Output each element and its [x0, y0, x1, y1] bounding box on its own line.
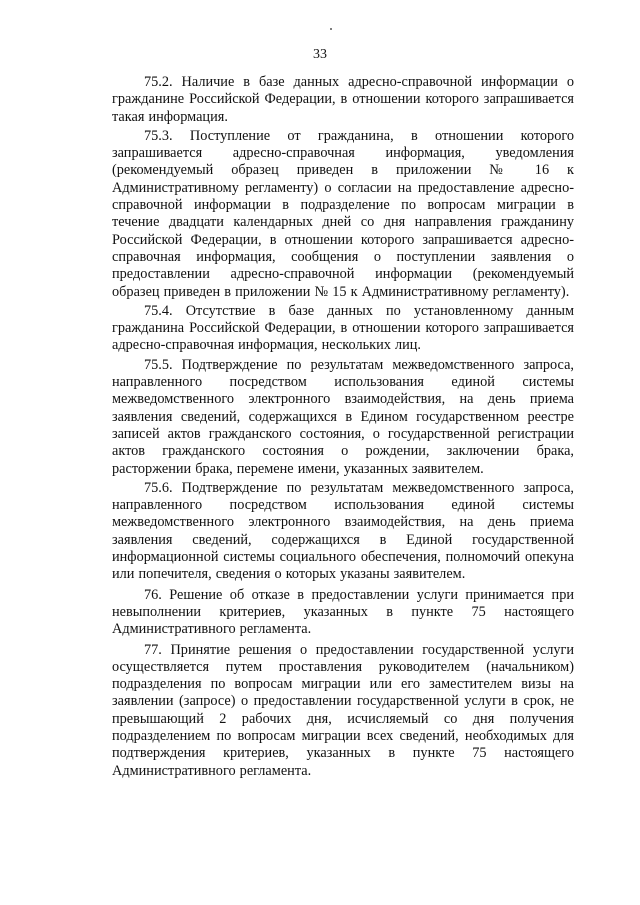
paragraph-77: 77. Принятие решения о предоставлении государственной услуги осуществляется путем проставления руководителем (начальником) подразделения по вопросам миграции или его заместителем визы на заявлении (запросе) о предоставлении государственной услуги в срок, не превышающий 2 рабочих дня, исчисляемый со дня получения подразделением по вопросам миграции всех сведений, необходимых для подтверждения критериев, указанных в пункте 75 настоящего Административного регламента. [112, 641, 574, 779]
paragraph-75-2: 75.2. Наличие в базе данных адресно-справочной информации о гражданине Российской Федерации, в отношении которого запрашивается такая информация. [112, 74, 574, 125]
paragraph-75-3: 75.3. Поступление от гражданина, в отношении которого запрашивается адресно-справочная информация, уведомления (рекомендуемый образец приведен в приложении № 16 к Административному регламенту) о согласии на предоставление адресно-справочной информации в подразделение по вопросам миграции в течение двадцати календарных дней со дня направления гражданину Российской Федерации, в отношении которого запрашивается адресно-справочная информация, сообщения о поступлении заявления о предоставлении адресно-справочной информации (рекомендуемый образец приведен в приложении № 15 к Административному регламенту). [112, 127, 574, 300]
paragraph-75-6: 75.6. Подтверждение по результатам межведомственного запроса, направленного посредством использования единой системы межведомственного электронного взаимодействия, на день приема заявления сведений, содержащихся в Единой государственной информационной системы социального обеспечения, полномочий опекуна или попечителя, сведения о которых указаны заявителем. [112, 479, 574, 583]
paragraph-75-4: 75.4. Отсутствие в базе данных по установленному данным гражданина Российской Федерации, в отношении которого запрашивается адресно-справочная информация, нескольких лиц. [112, 302, 574, 354]
page-number: 33 [313, 47, 327, 62]
paragraph-75-5: 75.5. Подтверждение по результатам межведомственного запроса, направленного посредством использования единой системы межведомственного электронного взаимодействия, на день приема заявления сведений, содержащихся в Едином государственном реестре записей актов гражданского состояния, о государственной регистрации актов гражданского состояния о рождении, заключении брака, расторжении брака, перемене имени, указанных заявителем. [112, 356, 574, 477]
scan-speck [330, 28, 332, 30]
paragraph-76: 76. Решение об отказе в предоставлении услуги принимается при невыполнении критериев, указанных в пункте 75 настоящего Административного регламента. [112, 586, 574, 638]
document-body [112, 74, 574, 780]
